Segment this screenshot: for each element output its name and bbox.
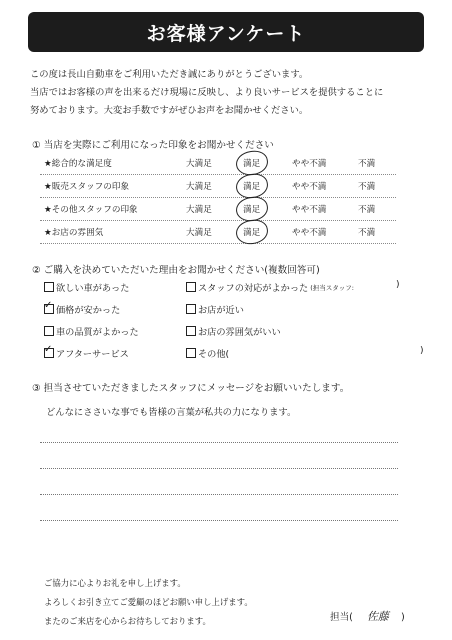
writing-line	[40, 468, 398, 469]
option-very-satisfied[interactable]: 大満足	[186, 182, 212, 192]
checkbox[interactable]	[44, 282, 54, 292]
rating-row-atmosphere	[40, 221, 396, 244]
writing-line	[40, 520, 398, 521]
checkbox-item-staff-service[interactable]	[186, 280, 354, 294]
option-satisfied[interactable]: 満足	[243, 182, 261, 192]
option-dissatisfied[interactable]: 不満	[358, 182, 376, 192]
checkbox-label: 車の品質がよかった	[56, 327, 139, 338]
checkbox-item-price[interactable]	[44, 302, 120, 316]
option-very-satisfied[interactable]: 大満足	[186, 159, 212, 169]
rating-label: ★お店の雰囲気	[44, 228, 104, 238]
checkbox-label: 欲しい車があった	[56, 283, 130, 294]
title-banner	[28, 12, 424, 52]
option-somewhat-dissatisfied[interactable]: やや不満	[292, 159, 327, 169]
page-title: お客様アンケート	[146, 22, 306, 45]
checkbox-item-after-service[interactable]	[44, 346, 129, 360]
staff-close: )	[400, 612, 405, 623]
check-mark-icon: ✓	[44, 344, 53, 355]
closing-text	[44, 574, 253, 631]
option-satisfied[interactable]: 満足	[243, 228, 261, 238]
staff-label: 担当(	[330, 612, 353, 623]
checkbox-item-wanted-car[interactable]	[44, 280, 129, 294]
intro-line: 努めております。大変お手数ですがぜひお声をお聞かせください。	[30, 105, 309, 116]
checkbox-label: スタッフの対応がよかった	[198, 283, 309, 294]
closing-line: またのご来店を心からお待ちしております。	[44, 616, 211, 626]
closing-line: よろしくお引き立てご愛顧のほどお願い申し上げます。	[44, 597, 253, 607]
rating-table	[40, 152, 396, 244]
paren-close: )	[396, 280, 400, 290]
checkbox-item-nearby[interactable]	[186, 302, 244, 316]
selected-circle-mark	[234, 218, 269, 246]
handwritten-signature: 佐藤	[366, 610, 389, 623]
checkbox[interactable]	[186, 282, 196, 292]
intro-line: この度は長山自動車をご利用いただき誠にありがとうございます。	[30, 69, 309, 80]
question-3-subtext: どんなにささいな事でも皆様の言葉が私共の力になります。	[46, 407, 297, 418]
checkbox-label: お店が近い	[198, 305, 244, 316]
checkbox-label: アフターサービス	[56, 349, 129, 360]
option-dissatisfied[interactable]: 不満	[358, 159, 376, 169]
check-mark-icon: ✓	[44, 300, 53, 311]
checkbox-item-other[interactable]	[186, 346, 229, 360]
option-very-satisfied[interactable]: 大満足	[186, 205, 212, 215]
checkbox-label: 価格が安かった	[56, 305, 121, 316]
writing-line	[40, 442, 398, 443]
intro-line: 当店ではお客様の声を出来るだけ現場に反映し、より良いサービスを提供することに	[30, 87, 384, 98]
option-satisfied[interactable]: 満足	[243, 159, 261, 169]
rating-label: ★総合的な満足度	[44, 159, 112, 169]
question-1-heading: ① 当店を実際にご利用になった印象をお聞かせください	[32, 140, 274, 151]
option-somewhat-dissatisfied[interactable]: やや不満	[292, 205, 327, 215]
option-dissatisfied[interactable]: 不満	[358, 205, 376, 215]
option-dissatisfied[interactable]: 不満	[358, 228, 376, 238]
checkbox[interactable]	[186, 326, 196, 336]
checkbox-label: お店の雰囲気がいい	[198, 327, 281, 338]
rating-label: ★その他スタッフの印象	[44, 205, 138, 215]
writing-line	[40, 494, 398, 495]
checkbox[interactable]	[186, 304, 196, 314]
rating-label: ★販売スタッフの印象	[44, 182, 130, 192]
checkbox-label: その他(	[198, 349, 230, 360]
option-very-satisfied[interactable]: 大満足	[186, 228, 212, 238]
question-3-heading: ③ 担当させていただきましたスタッフにメッセージをお願いいたします。	[32, 383, 350, 394]
checkbox[interactable]	[186, 348, 196, 358]
rating-row-sales-staff	[40, 175, 396, 198]
checkbox-item-atmosphere[interactable]	[186, 324, 281, 338]
checkbox[interactable]	[44, 300, 54, 314]
checkbox-item-quality[interactable]	[44, 324, 139, 338]
closing-line: ご協力に心よりお礼を申し上げます。	[44, 578, 186, 588]
rating-row-other-staff	[40, 198, 396, 221]
checkbox[interactable]	[44, 344, 54, 358]
staff-signature-field	[330, 608, 405, 624]
staff-name-note: (担当スタッフ:	[310, 283, 354, 292]
option-somewhat-dissatisfied[interactable]: やや不満	[292, 228, 327, 238]
intro-text	[30, 66, 430, 120]
option-satisfied[interactable]: 満足	[243, 205, 261, 215]
option-somewhat-dissatisfied[interactable]: やや不満	[292, 182, 327, 192]
checkbox[interactable]	[44, 326, 54, 336]
question-2-heading: ② ご購入を決めていただいた理由をお聞かせください(複数回答可)	[32, 265, 320, 276]
rating-row-overall	[40, 152, 396, 175]
paren-close: )	[420, 346, 424, 356]
